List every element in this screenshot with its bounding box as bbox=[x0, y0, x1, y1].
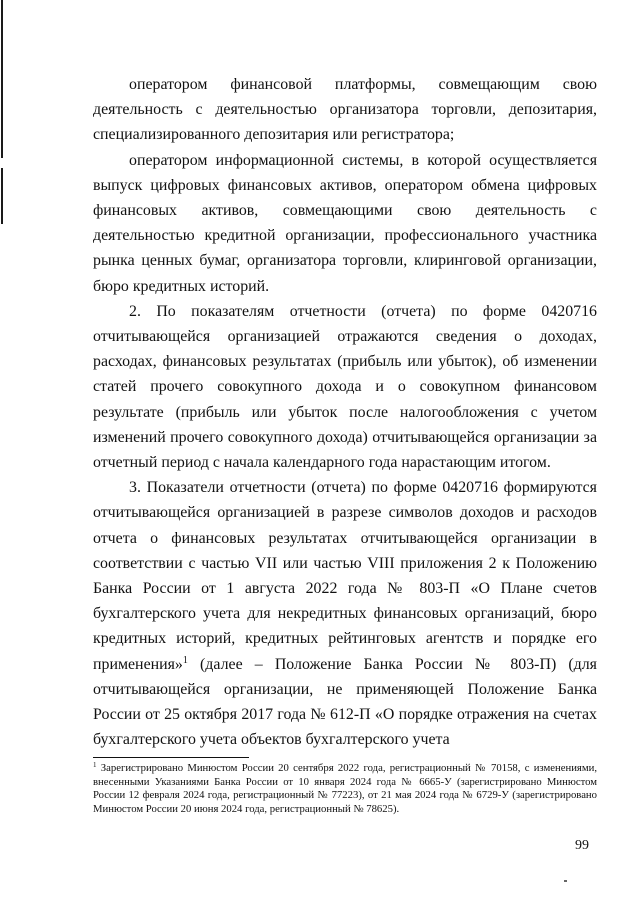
paragraph-operator-platform: оператором финансовой платформы, совмещающим свою деятельность с деятельностью организатора торговли, депозитария, специализированного депозитария или регистратора; bbox=[93, 76, 597, 144]
paragraph-item-2: 2. По показателям отчетности (отчета) по форме 0420716 отчитывающейся организацией отражаются сведения о доходах, расходах, финансовых результатах (прибыль или убыток), об изменении статей прочего совокупного дохода и о совокупном финансовом результате (прибыль или убыток после налогообложения с учетом изменений прочего совокупного дохода) отчитывающейся организации за отчетный период с начала календарного года нарастающим итогом. bbox=[93, 302, 597, 472]
paragraph-item-3-text: 3. Показатели отчетности (отчета) по форме 0420716 формируются отчитывающейся организацией в разрезе символов доходов и расходов отчета о финансовых результатах отчитывающейся организации в соответствии с частью VII или частью VIII приложения 2 к Положению Банка России от 1 августа 2022 года № 803-П «О Плане счетов бухгалтерского учета для некредитных финансовых организаций, бюро кредитных историй, кредитных рейтинговых агентств и порядке его применения» bbox=[93, 479, 597, 673]
footnote-text: Зарегистрировано Минюстом России 20 сентября 2022 года, регистрационный № 70158, с изменениями, внесенными Указаниями Банка России от 10 января 2024 года № 6665-У (зарегистрировано Минюстом России 12 февраля 2024 года, регистрационный № 77223), от 21 мая 2024 года № 6729-У (зарегистрировано Минюстом России 20 июня 2024 года, регистрационный № 78625). bbox=[93, 762, 597, 815]
scan-edge-mark bbox=[1, 0, 3, 158]
footnote-separator bbox=[93, 757, 249, 758]
paragraph-item-3-continuation: (далее – Положение Банка России № 803-П) (для отчитывающейся организации, не применяющей Положение Банка России от 25 октября 2017 года № 612-П «О порядке отражения на счетах бухгалтерского учета объектов бухгалтерского учета bbox=[93, 655, 597, 749]
paragraph-operator-information-system: оператором информационной системы, в которой осуществляется выпуск цифровых финансовых активов, оператором обмена цифровых финансовых активов, совмещающими свою деятельность с деятельностью кредитной организации, профессионального участника рынка ценных бумаг, организатора торговли, клиринговой организации, бюро кредитных историй. bbox=[93, 151, 597, 295]
page-number: 99 bbox=[575, 838, 589, 853]
scan-artifact bbox=[564, 880, 567, 882]
footnote-mark: 1 bbox=[93, 761, 97, 769]
paragraph-item-3 bbox=[93, 475, 597, 752]
document-body bbox=[93, 72, 597, 752]
scan-edge-mark bbox=[1, 168, 3, 224]
footnote-reference: 1 bbox=[182, 654, 188, 666]
footnote bbox=[93, 762, 597, 816]
